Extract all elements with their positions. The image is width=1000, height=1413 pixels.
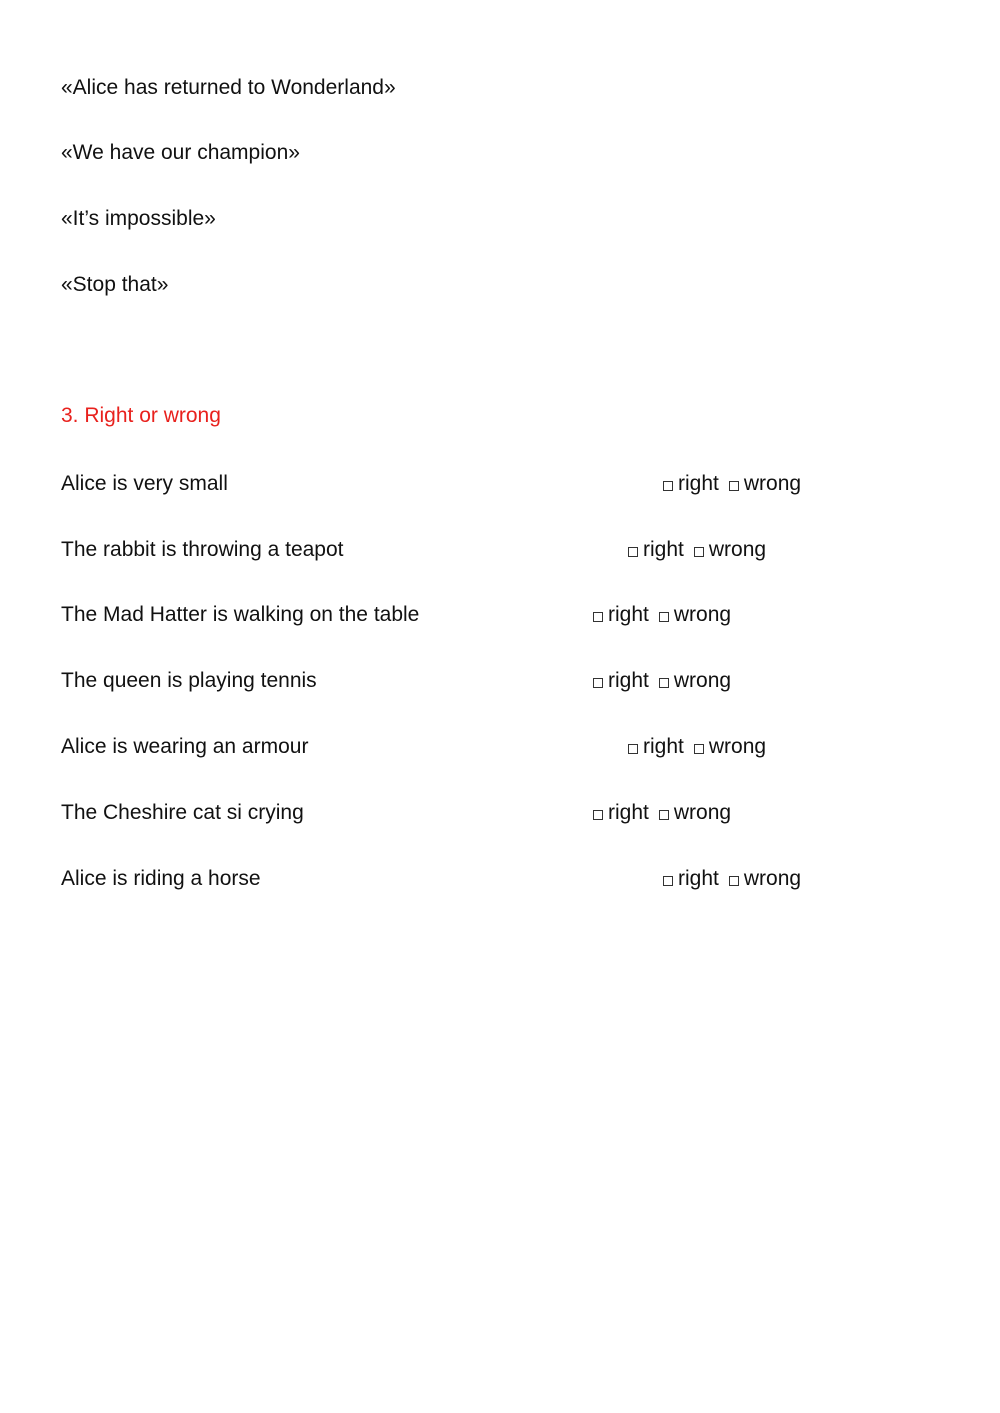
wrong-option[interactable] [659, 668, 731, 694]
checkbox-right[interactable] [593, 612, 603, 622]
answer-options-7 [663, 866, 801, 892]
checkbox-wrong[interactable] [659, 612, 669, 622]
quote-3: «It’s impossible» [61, 207, 216, 230]
right-label: right [608, 801, 649, 824]
answer-options-6 [593, 800, 731, 826]
right-label: right [608, 669, 649, 692]
checkbox-right[interactable] [628, 547, 638, 557]
checkbox-right[interactable] [628, 744, 638, 754]
checkbox-right[interactable] [593, 810, 603, 820]
wrong-label: wrong [708, 538, 767, 561]
checkbox-wrong[interactable] [694, 547, 704, 557]
wrong-option[interactable] [729, 866, 801, 892]
wrong-label: wrong [673, 669, 732, 692]
right-option[interactable] [628, 537, 684, 563]
answer-options-1 [663, 471, 801, 497]
right-label: right [643, 735, 684, 758]
wrong-label: wrong [743, 867, 802, 890]
checkbox-wrong[interactable] [694, 744, 704, 754]
checkbox-wrong[interactable] [659, 678, 669, 688]
quote-2: «We have our champion» [61, 141, 300, 164]
answer-options-5 [628, 734, 766, 760]
wrong-label: wrong [673, 603, 732, 626]
statement-4: The queen is playing tennis [61, 669, 317, 692]
wrong-option[interactable] [694, 734, 766, 760]
checkbox-right[interactable] [663, 481, 673, 491]
wrong-label: wrong [743, 472, 802, 495]
statement-5: Alice is wearing an armour [61, 735, 309, 758]
wrong-option[interactable] [659, 602, 731, 628]
checkbox-wrong[interactable] [729, 876, 739, 886]
wrong-option[interactable] [729, 471, 801, 497]
right-option[interactable] [593, 602, 649, 628]
statement-2: The rabbit is throwing a teapot [61, 538, 344, 561]
checkbox-right[interactable] [663, 876, 673, 886]
quote-1: «Alice has returned to Wonderland» [61, 76, 396, 99]
right-label: right [678, 867, 719, 890]
right-label: right [643, 538, 684, 561]
right-label: right [608, 603, 649, 626]
statement-7: Alice is riding a horse [61, 867, 261, 890]
statement-1: Alice is very small [61, 472, 228, 495]
answer-options-4 [593, 668, 731, 694]
wrong-option[interactable] [659, 800, 731, 826]
answer-options-3 [593, 602, 731, 628]
wrong-label: wrong [673, 801, 732, 824]
statement-3: The Mad Hatter is walking on the table [61, 603, 420, 626]
quote-4: «Stop that» [61, 273, 169, 296]
checkbox-wrong[interactable] [659, 810, 669, 820]
wrong-option[interactable] [694, 537, 766, 563]
checkbox-right[interactable] [593, 678, 603, 688]
answer-options-2 [628, 537, 766, 563]
right-option[interactable] [593, 668, 649, 694]
right-option[interactable] [663, 471, 719, 497]
section-heading: 3. Right or wrong [61, 404, 221, 427]
statement-6: The Cheshire cat si crying [61, 801, 304, 824]
right-label: right [678, 472, 719, 495]
right-option[interactable] [663, 866, 719, 892]
checkbox-wrong[interactable] [729, 481, 739, 491]
wrong-label: wrong [708, 735, 767, 758]
right-option[interactable] [593, 800, 649, 826]
right-option[interactable] [628, 734, 684, 760]
